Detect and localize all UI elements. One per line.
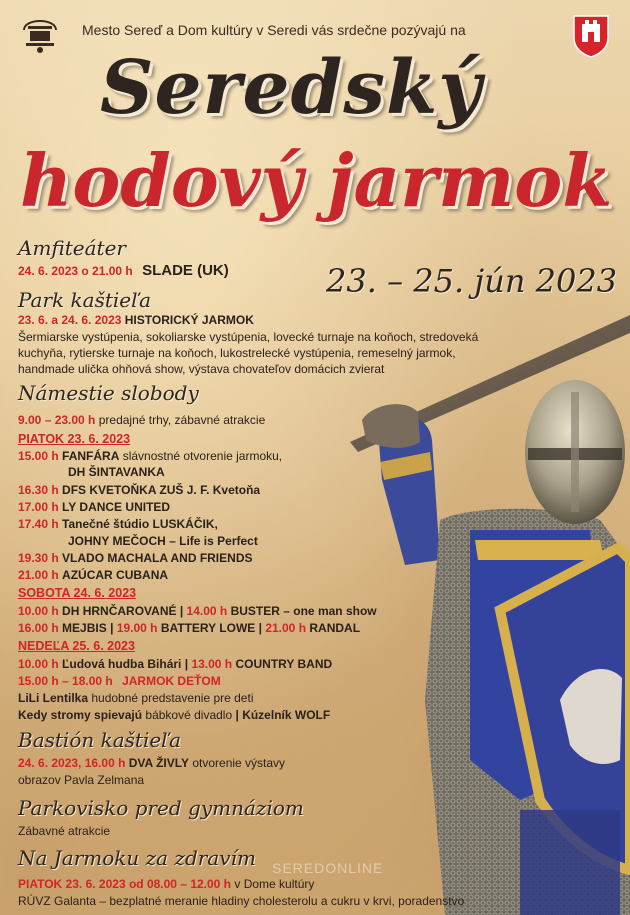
saturday-act-2c: RANDAL: [309, 621, 361, 635]
zdravie-time: PIATOK 23. 6. 2023 od 08.00 – 12.00 h: [18, 877, 232, 891]
venue-parkovisko: Parkovisko pred gymnáziom: [18, 796, 304, 820]
namestie-general-text: predajné trhy, zábavné atrakcie: [98, 413, 266, 427]
zdravie-row: [18, 876, 314, 893]
intro-line: Mesto Sereď a Dom kultúry v Seredi vás srdečne pozývajú na: [82, 22, 466, 38]
saturday-time-2: 16.00 h: [18, 621, 59, 635]
saturday-act-1b: BUSTER – one man show: [230, 604, 377, 618]
event-dates: 23. – 25. jún 2023: [326, 262, 618, 300]
friday-act-2: DFS KVETOŇKA ZUŠ J. F. Kvetoňa: [62, 483, 261, 497]
friday-row-4: [18, 516, 218, 533]
saturday-row-1: [18, 603, 377, 620]
friday-act-1: FANFÁRA: [62, 449, 120, 463]
namestie-general-time: 9.00 – 23.00 h: [18, 413, 96, 427]
friday-row-6: [18, 567, 168, 584]
sunday-act-3: LiLi Lentilka: [18, 691, 89, 705]
friday-act-4: Tanečné štúdio LUSKÁČIK,: [62, 517, 218, 531]
title-line-2: hodový jarmok: [20, 138, 613, 223]
sunday-row-1: [18, 656, 332, 673]
bastion-act: DVA ŽIVLY: [128, 756, 189, 770]
watermark: SEREDONLINE: [272, 860, 384, 876]
friday-time-1: 15.00 h: [18, 449, 59, 463]
bastion-text-1: otvorenie výstavy: [192, 756, 286, 770]
venue-park: Park kaštieľa: [18, 288, 152, 312]
sunday-row-2: [18, 673, 221, 690]
dom-kultury-logo: [20, 12, 60, 56]
friday-time-6: 21.00 h: [18, 568, 59, 582]
saturday-time-1: 10.00 h: [18, 604, 59, 618]
sunday-row-3: [18, 690, 253, 707]
separator: |: [258, 621, 262, 635]
zdravie-place: v Dome kultúry: [234, 877, 315, 891]
park-time: 23. 6. a 24. 6. 2023: [18, 313, 122, 327]
sunday-act-4b: Kúzelník WOLF: [242, 708, 331, 722]
day-friday: PIATOK 23. 6. 2023: [18, 432, 131, 446]
venue-amfiteater: Amfiteáter: [18, 236, 126, 260]
friday-row-1: [18, 448, 282, 465]
saturday-time-2c: 21.00 h: [265, 621, 307, 635]
parkovisko-text: Zábavné atrakcie: [18, 824, 111, 838]
friday-text-1: slávnostné otvorenie jarmoku,: [122, 449, 283, 463]
park-desc-2: kuchyňa, rytierske turnaje na koňoch, lukostrelecké vystúpenia, remeselný jarmok,: [18, 346, 456, 360]
park-desc-3: handmade ulička ohňová show, výstava chovateľov domácich zvierat: [18, 362, 385, 376]
sunday-text-4: bábkové divadlo: [145, 708, 233, 722]
saturday-time-2b: 19.00 h: [116, 621, 158, 635]
sunday-act-1b: COUNTRY BAND: [235, 657, 333, 671]
separator: |: [235, 708, 239, 722]
friday-time-5: 19.30 h: [18, 551, 59, 565]
saturday-act-2b: BATTERY LOWE: [160, 621, 256, 635]
venue-namestie: Námestie slobody: [18, 381, 199, 405]
amfiteater-time: 24. 6. 2023 o 21.00 h: [18, 264, 133, 278]
venue-zdravie: Na Jarmoku za zdravím: [18, 846, 256, 870]
saturday-act-1: DH HRNČAROVANÉ: [62, 604, 177, 618]
sered-coat-of-arms-icon: [572, 14, 610, 58]
amfiteater-act: SLADE (UK): [142, 262, 229, 279]
separator: |: [110, 621, 114, 635]
friday-row-3: [18, 499, 170, 516]
saturday-time-1b: 14.00 h: [186, 604, 228, 618]
amfiteater-row: [18, 262, 229, 280]
friday-row-5: [18, 550, 252, 567]
sunday-time-1: 10.00 h: [18, 657, 59, 671]
separator: |: [184, 657, 189, 671]
separator: |: [179, 604, 184, 618]
sunday-act-1: Ľudová hudba Bihári: [62, 657, 182, 671]
namestie-general-row: [18, 412, 265, 429]
bastion-row: [18, 755, 285, 772]
friday-time-4: 17.40 h: [18, 517, 59, 531]
bastion-text-2: obrazov Pavla Zelmana: [18, 773, 145, 787]
day-sunday: NEDEĽA 25. 6. 2023: [18, 639, 135, 653]
day-saturday: SOBOTA 24. 6. 2023: [18, 586, 137, 600]
park-act: HISTORICKÝ JARMOK: [124, 313, 254, 327]
sunday-row-4: [18, 707, 330, 724]
sunday-act-2: JARMOK DEŤOM: [122, 674, 221, 688]
friday-act-4b: JOHNY MEČOCH – Life is Perfect: [68, 534, 258, 548]
friday-act-5: VLADO MACHALA AND FRIENDS: [62, 551, 253, 565]
saturday-act-2: MEJBIS: [62, 621, 107, 635]
friday-time-2: 16.30 h: [18, 483, 59, 497]
sunday-act-4: Kedy stromy spievajú: [18, 708, 143, 722]
friday-row-2: [18, 482, 260, 499]
park-row: [18, 312, 254, 329]
saturday-row-2: [18, 620, 360, 637]
friday-time-3: 17.00 h: [18, 500, 59, 514]
park-desc-1: Šermiarske vystúpenia, sokoliarske vystúpenia, lovecké turnaje na koňoch, stredoveká: [18, 330, 479, 344]
sunday-time-2: 15.00 h – 18.00 h: [18, 674, 113, 688]
venue-bastion: Bastión kaštieľa: [18, 728, 182, 752]
bastion-time: 24. 6. 2023, 16.00 h: [18, 756, 126, 770]
friday-act-3: LY DANCE UNITED: [62, 500, 171, 514]
sunday-text-3: hudobné predstavenie pre deti: [91, 691, 254, 705]
friday-act-1b: DH ŠINTAVANKA: [68, 465, 165, 479]
zdravie-text: RÚVZ Galanta – bezplatné meranie hladiny cholesterolu a cukru v krvi, poradenstvo: [18, 894, 465, 908]
friday-act-6: AZÚCAR CUBANA: [62, 568, 169, 582]
sunday-time-1b: 13.00 h: [191, 657, 233, 671]
title-line-1: Seredský: [100, 45, 483, 131]
